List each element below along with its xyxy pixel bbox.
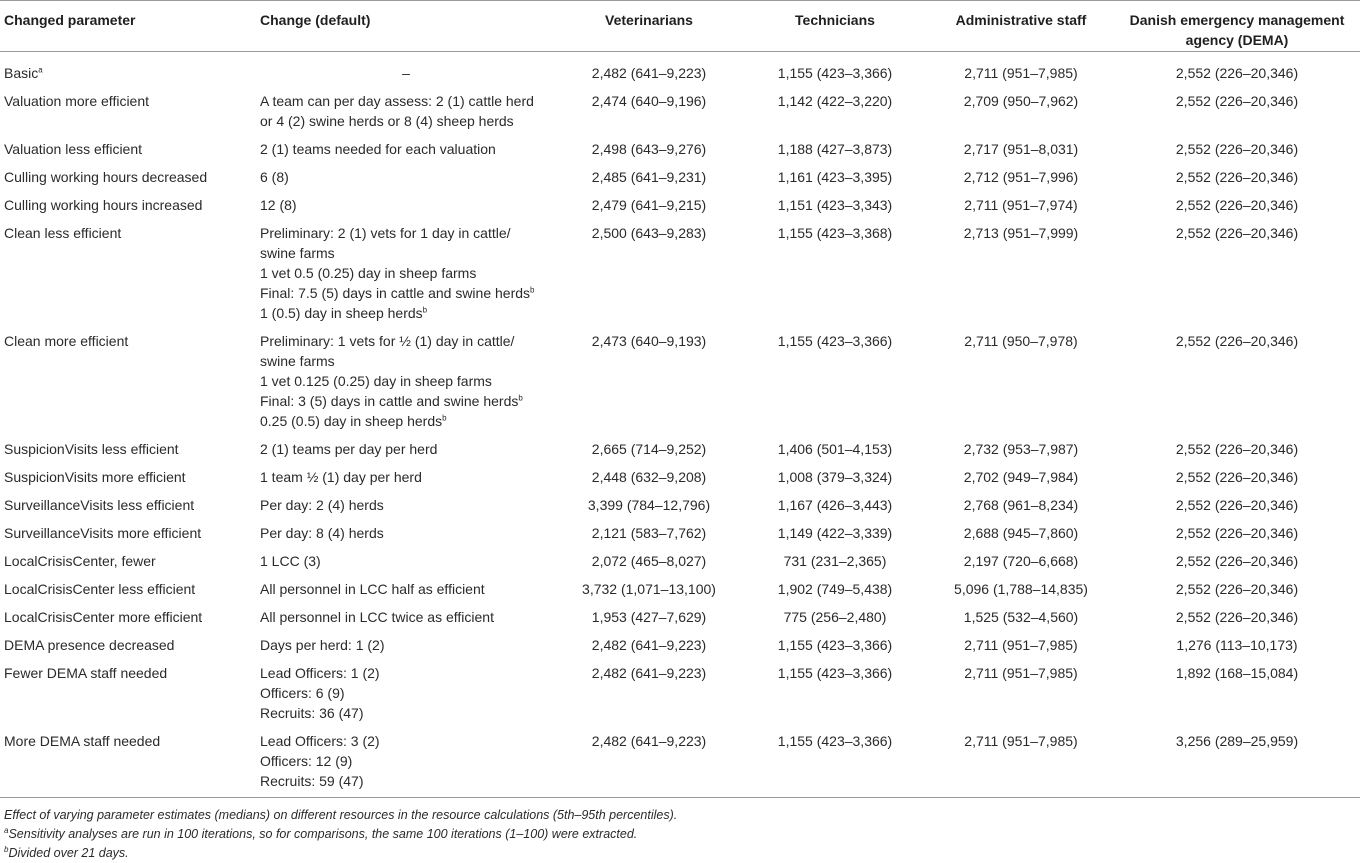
change-text: 1 (0.5) day in sheep herds (260, 305, 423, 321)
cell-veterinarians: 2,474 (640–9,196) (591, 93, 707, 109)
footnote-marker: b (518, 393, 523, 403)
parameter-label: SurveillanceVisits more efficient (4, 525, 202, 541)
footnote-a-mark: a (4, 825, 9, 835)
cell-technicians: 1,155 (423–3,366) (742, 727, 928, 798)
cell-changed-parameter (0, 631, 256, 659)
change-line (260, 751, 552, 771)
cell-changed-parameter (0, 603, 256, 631)
cell-changed-parameter (0, 219, 256, 327)
change-text: Per day: 8 (4) herds (260, 525, 384, 541)
parameter-label: DEMA presence decreased (4, 637, 175, 653)
change-line (260, 371, 552, 391)
parameter-label: SuspicionVisits less efficient (4, 441, 179, 457)
cell-change-default (256, 435, 556, 463)
cell-changed-parameter (0, 547, 256, 575)
change-line (260, 439, 552, 459)
change-text: swine farms (260, 245, 335, 261)
cell-changed-parameter (0, 135, 256, 163)
change-line (260, 579, 552, 599)
table-row (0, 52, 1360, 88)
cell-change-default (256, 463, 556, 491)
change-line (260, 391, 552, 411)
cell-change-default (256, 659, 556, 727)
header-changed-parameter: Changed parameter (0, 1, 256, 52)
table-footnotes (4, 806, 1354, 863)
parameter-label: Valuation more efficient (4, 93, 150, 109)
change-line (260, 703, 552, 723)
footnote-marker: b (422, 305, 428, 315)
parameter-label: SurveillanceVisits less efficient (4, 497, 195, 513)
cell-technicians: 1,155 (423–3,366) (777, 333, 893, 349)
table-row (0, 603, 1360, 631)
header-dema: Danish emergency management agency (DEMA) (1114, 1, 1360, 52)
cell-change-default (256, 163, 556, 191)
change-text: Officers: 12 (9) (260, 753, 353, 769)
change-text: Days per herd: 1 (2) (260, 637, 385, 653)
change-line (260, 771, 552, 791)
parameter-label: SuspicionVisits more efficient (4, 469, 186, 485)
table-row (0, 519, 1360, 547)
cell-changed-parameter (0, 191, 256, 219)
cell-technicians: 1,142 (422–3,220) (777, 93, 893, 109)
change-line (260, 139, 552, 159)
cell-veterinarians: 2,482 (641–9,223) (591, 637, 707, 653)
cell-change-default (256, 547, 556, 575)
header-technicians: Technicians (742, 1, 928, 52)
cell-administrative-staff: 2,702 (949–7,984) (963, 469, 1079, 485)
cell-changed-parameter (0, 435, 256, 463)
change-text: Per day: 2 (4) herds (260, 497, 384, 513)
cell-veterinarians: 2,482 (641–9,223) (591, 65, 707, 81)
cell-veterinarians: 3,732 (1,071–13,100) (582, 581, 716, 597)
cell-veterinarians: 2,448 (632–9,208) (591, 469, 707, 485)
change-line (260, 195, 552, 215)
change-line (260, 303, 552, 323)
change-text: 12 (8) (260, 197, 297, 213)
cell-change-default (256, 631, 556, 659)
footnote-a (4, 825, 1354, 844)
footnote-a-text: Sensitivity analyses are run in 100 iterations, so for comparisons, the same 100 iterations (1–100) were extracted. (8, 827, 638, 841)
change-line (260, 243, 552, 263)
cell-administrative-staff: 2,711 (951–7,985) (964, 637, 1078, 653)
cell-administrative-staff: 2,712 (951–7,996) (963, 169, 1079, 185)
cell-technicians: 1,149 (422–3,339) (777, 525, 893, 541)
change-line (260, 635, 552, 655)
cell-changed-parameter (0, 163, 256, 191)
parameter-label: Culling working hours decreased (4, 169, 208, 185)
change-text: – (402, 65, 410, 81)
table-row (0, 191, 1360, 219)
table-row (0, 163, 1360, 191)
cell-administrative-staff: 2,732 (953–7,987) (963, 441, 1079, 457)
cell-dema: 2,552 (226–20,346) (1175, 581, 1299, 597)
cell-technicians: 1,167 (426–3,443) (777, 497, 893, 513)
header-veterinarians: Veterinarians (556, 1, 742, 52)
change-text: Recruits: 36 (47) (260, 705, 364, 721)
cell-administrative-staff: 2,711 (951–7,985) (964, 65, 1078, 81)
cell-administrative-staff: 2,717 (951–8,031) (963, 141, 1079, 157)
change-text: A team can per day assess: 2 (1) cattle herd (260, 93, 534, 109)
cell-changed-parameter (0, 87, 256, 135)
cell-dema: 2,552 (226–20,346) (1175, 553, 1299, 569)
change-line (260, 331, 552, 351)
table-row (0, 435, 1360, 463)
table-header-row (0, 1, 1360, 52)
cell-veterinarians: 2,500 (643–9,283) (591, 225, 707, 241)
change-line (260, 523, 552, 543)
cell-changed-parameter (0, 52, 256, 88)
parameter-label: Fewer DEMA staff needed (4, 665, 168, 681)
cell-change-default (256, 52, 556, 88)
cell-dema: 2,552 (226–20,346) (1175, 225, 1299, 241)
change-text: Final: 3 (5) days in cattle and swine herds (260, 393, 519, 409)
change-text: All personnel in LCC half as efficient (260, 581, 485, 597)
table-body (0, 52, 1360, 798)
change-line (260, 411, 552, 431)
footnote-marker: a (38, 65, 43, 75)
parameter-label: More DEMA staff needed (4, 733, 161, 749)
footnote-b (4, 844, 1354, 863)
cell-change-default (256, 219, 556, 327)
parameter-label: LocalCrisisCenter less efficient (4, 581, 196, 597)
change-line (260, 91, 552, 111)
cell-technicians: 1,902 (749–5,438) (777, 581, 893, 597)
cell-change-default (256, 327, 556, 435)
table-row (0, 463, 1360, 491)
cell-administrative-staff: 2,197 (720–6,668) (963, 553, 1079, 569)
cell-veterinarians: 3,399 (784–12,796) (587, 497, 711, 513)
cell-veterinarians: 2,479 (641–9,215) (591, 197, 707, 213)
cell-change-default (256, 191, 556, 219)
cell-dema: 3,256 (289–25,959) (1114, 727, 1360, 798)
parameter-label: Valuation less efficient (4, 141, 143, 157)
change-line (260, 167, 552, 187)
change-line (260, 283, 552, 303)
table-row (0, 491, 1360, 519)
cell-changed-parameter (0, 659, 256, 727)
change-line (260, 663, 552, 683)
change-line (260, 63, 552, 83)
change-text: 1 vet 0.5 (0.25) day in sheep farms (260, 265, 477, 281)
footnote-marker: b (530, 285, 535, 295)
cell-administrative-staff: 2,713 (951–7,999) (963, 225, 1079, 241)
change-line (260, 351, 552, 371)
cell-dema: 1,892 (168–15,084) (1175, 665, 1299, 681)
change-text: Recruits: 59 (47) (260, 773, 364, 789)
change-line (260, 467, 552, 487)
table-row (0, 87, 1360, 135)
change-line (260, 111, 552, 131)
cell-change-default (256, 575, 556, 603)
cell-administrative-staff: 2,709 (950–7,962) (963, 93, 1079, 109)
parameter-label: LocalCrisisCenter, fewer (4, 553, 156, 569)
header-change-default: Change (default) (256, 1, 556, 52)
change-line (260, 223, 552, 243)
cell-veterinarians: 2,482 (641–9,223) (591, 665, 707, 681)
cell-administrative-staff: 2,711 (950–7,978) (964, 333, 1078, 349)
cell-dema: 2,552 (226–20,346) (1175, 93, 1299, 109)
cell-veterinarians: 2,498 (643–9,276) (591, 141, 707, 157)
table-row (0, 631, 1360, 659)
change-text: Lead Officers: 3 (2) (260, 733, 380, 749)
cell-technicians: 1,155 (423–3,368) (777, 225, 893, 241)
table-row (0, 659, 1360, 727)
cell-technicians: 775 (256–2,480) (783, 609, 887, 625)
cell-veterinarians: 2,473 (640–9,193) (591, 333, 707, 349)
footnote-b-mark: b (4, 844, 9, 854)
cell-changed-parameter (0, 491, 256, 519)
cell-technicians: 1,008 (379–3,324) (777, 469, 893, 485)
cell-changed-parameter (0, 463, 256, 491)
cell-changed-parameter (0, 575, 256, 603)
cell-veterinarians: 2,665 (714–9,252) (591, 441, 707, 457)
change-text: swine farms (260, 353, 335, 369)
table-row (0, 327, 1360, 435)
change-text: Preliminary: 1 vets for ½ (1) day in cattle/ (260, 333, 515, 349)
cell-dema: 1,276 (113–10,173) (1176, 637, 1298, 653)
cell-veterinarians: 2,121 (583–7,762) (591, 525, 707, 541)
change-text: 2 (1) teams needed for each valuation (260, 141, 496, 157)
change-text: 1 vet 0.125 (0.25) day in sheep farms (260, 373, 492, 389)
change-text: Final: 7.5 (5) days in cattle and swine herds (260, 285, 531, 301)
cell-dema: 2,552 (226–20,346) (1175, 609, 1299, 625)
cell-changed-parameter (0, 519, 256, 547)
cell-technicians: 1,161 (423–3,395) (777, 169, 893, 185)
parameter-label: LocalCrisisCenter more efficient (4, 609, 203, 625)
cell-technicians: 1,155 (423–3,366) (777, 665, 893, 681)
cell-veterinarians: 1,953 (427–7,629) (591, 609, 707, 625)
change-text: Lead Officers: 1 (2) (260, 665, 380, 681)
cell-change-default (256, 491, 556, 519)
parameter-label: Clean less efficient (4, 225, 122, 241)
table-caption: Effect of varying parameter estimates (medians) on different resources in the resource calculations (5th–95th percentiles). (4, 808, 678, 822)
change-line (260, 731, 552, 751)
header-administrative-staff: Administrative staff (928, 1, 1114, 52)
cell-dema: 2,552 (226–20,346) (1175, 141, 1299, 157)
cell-veterinarians: 2,482 (641–9,223) (556, 727, 742, 798)
cell-technicians: 731 (231–2,365) (783, 553, 887, 569)
parameter-label: Clean more efficient (4, 333, 129, 349)
table-row (0, 135, 1360, 163)
cell-dema: 2,552 (226–20,346) (1175, 169, 1299, 185)
cell-administrative-staff: 2,711 (951–7,985) (964, 665, 1078, 681)
change-text: 0.25 (0.5) day in sheep herds (260, 413, 443, 429)
cell-dema: 2,552 (226–20,346) (1175, 441, 1299, 457)
cell-dema: 2,552 (226–20,346) (1175, 65, 1299, 81)
cell-administrative-staff: 2,711 (951–7,974) (964, 197, 1078, 213)
cell-change-default (256, 135, 556, 163)
cell-administrative-staff: 2,688 (945–7,860) (963, 525, 1079, 541)
parameter-label: Culling working hours increased (4, 197, 203, 213)
change-line (260, 495, 552, 515)
change-text: Officers: 6 (9) (260, 685, 345, 701)
cell-change-default (256, 519, 556, 547)
footnote-b-text: Divided over 21 days. (8, 846, 129, 860)
cell-dema: 2,552 (226–20,346) (1175, 497, 1299, 513)
cell-technicians: 1,188 (427–3,873) (777, 141, 893, 157)
cell-veterinarians: 2,485 (641–9,231) (591, 169, 707, 185)
change-text: 6 (8) (260, 169, 289, 185)
cell-changed-parameter (0, 727, 256, 798)
cell-administrative-staff: 1,525 (532–4,560) (963, 609, 1079, 625)
cell-administrative-staff: 2,768 (961–8,234) (963, 497, 1079, 513)
table-row (0, 727, 1360, 798)
parameter-label: Basic (4, 65, 39, 81)
cell-administrative-staff: 5,096 (1,788–14,835) (954, 581, 1088, 597)
change-text: 1 team ½ (1) day per herd (260, 469, 422, 485)
change-text: or 4 (2) swine herds or 8 (4) sheep herds (260, 113, 514, 129)
change-text: 2 (1) teams per day per herd (260, 441, 438, 457)
cell-veterinarians: 2,072 (465–8,027) (591, 553, 707, 569)
cell-technicians: 1,151 (423–3,343) (777, 197, 893, 213)
change-line (260, 683, 552, 703)
cell-change-default (256, 727, 556, 798)
cell-technicians: 1,406 (501–4,153) (777, 441, 893, 457)
change-line (260, 607, 552, 627)
change-line (260, 551, 552, 571)
cell-change-default (256, 603, 556, 631)
cell-dema: 2,552 (226–20,346) (1175, 469, 1299, 485)
cell-technicians: 1,155 (423–3,366) (777, 65, 893, 81)
cell-technicians: 1,155 (423–3,366) (777, 637, 893, 653)
cell-administrative-staff: 2,711 (951–7,985) (928, 727, 1114, 798)
change-text: Preliminary: 2 (1) vets for 1 day in cattle/ (260, 225, 511, 241)
change-line (260, 263, 552, 283)
cell-dema: 2,552 (226–20,346) (1175, 197, 1299, 213)
table-row (0, 219, 1360, 327)
cell-dema: 2,552 (226–20,346) (1175, 333, 1299, 349)
table-row (0, 575, 1360, 603)
change-text: 1 LCC (3) (260, 553, 321, 569)
table-row (0, 547, 1360, 575)
change-text: All personnel in LCC twice as efficient (260, 609, 494, 625)
cell-change-default (256, 87, 556, 135)
cell-dema: 2,552 (226–20,346) (1175, 525, 1299, 541)
cell-changed-parameter (0, 327, 256, 435)
footnote-marker: b (442, 413, 447, 423)
